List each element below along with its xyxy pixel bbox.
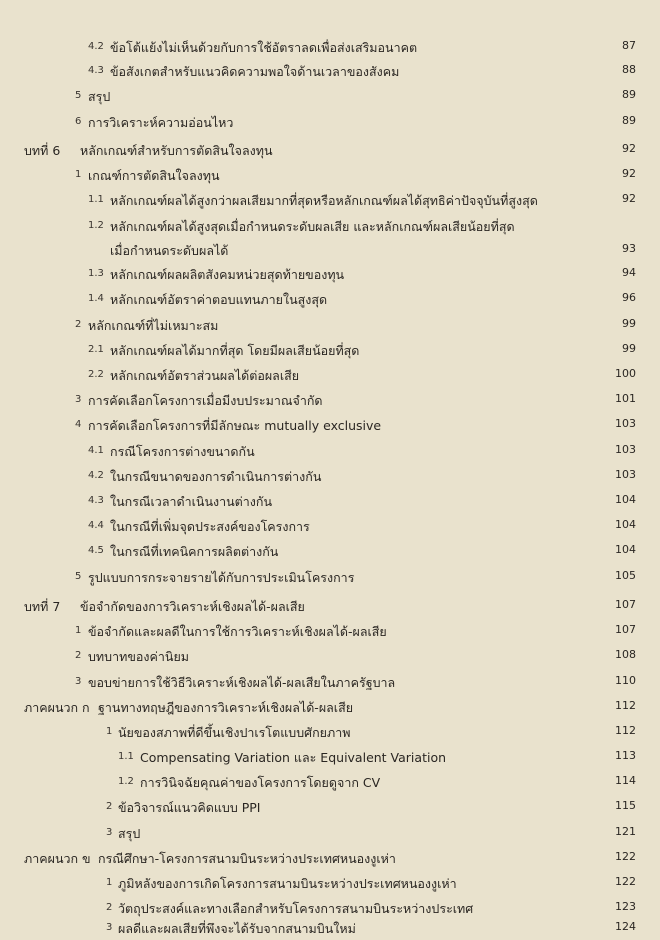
page-number: 112 bbox=[615, 699, 636, 712]
entry-title: การวินิจฉัยคุณค่าของโครงการโดยดูจาก CV bbox=[140, 775, 381, 790]
toc-entry bbox=[0, 670, 660, 694]
section-number: 4 bbox=[75, 419, 82, 430]
entry-title: เกณฑ์การตัดสินใจลงทุน bbox=[88, 168, 220, 183]
page-number: 94 bbox=[622, 266, 636, 279]
entry-title: การคัดเลือกโครงการเมื่อมีงบประมาณจำกัด bbox=[88, 393, 323, 408]
section-number: 1 bbox=[106, 726, 113, 737]
entry-title: หลักเกณฑ์อัตราส่วนผลได้ต่อผลเสีย bbox=[110, 368, 300, 383]
entry-title: ฐานทางทฤษฎีของการวิเคราะห์เชิงผลได้-ผลเสีย bbox=[98, 700, 354, 715]
section-number: 1.4 bbox=[88, 293, 104, 304]
section-number: 1 bbox=[75, 625, 82, 636]
section-number: 1.2 bbox=[88, 220, 104, 231]
section-number: 2 bbox=[75, 650, 82, 661]
section-number: 2 bbox=[106, 801, 113, 812]
entry-title: ข้อโต้แย้งไม่เห็นด้วยกับการใช้อัตราลดเพื่อส่งเสริมอนาคต bbox=[110, 40, 418, 55]
entry-title: ในกรณีเวลาดำเนินงานต่างกัน bbox=[110, 494, 273, 509]
page-number: 115 bbox=[615, 799, 636, 812]
entry-title: วัตถุประสงค์และทางเลือกสำหรับโครงการสนามบินระหว่างประเทศ bbox=[118, 901, 474, 916]
section-number: 4.3 bbox=[88, 495, 104, 506]
section-number: 2.2 bbox=[88, 369, 104, 380]
page-number: 104 bbox=[615, 493, 636, 506]
toc-entry bbox=[0, 770, 660, 794]
toc-entry bbox=[0, 439, 660, 463]
section-number: 5 bbox=[75, 571, 82, 582]
toc-entry bbox=[0, 489, 660, 513]
entry-title: ในกรณีขนาดของการดำเนินการต่างกัน bbox=[110, 469, 322, 484]
toc-entry bbox=[0, 464, 660, 488]
toc-entry bbox=[0, 619, 660, 643]
section-number: 5 bbox=[75, 90, 82, 101]
page-number: 101 bbox=[615, 392, 636, 405]
entry-title: หลักเกณฑ์ผลผลิตสังคมหน่วยสุดท้ายของทุน bbox=[110, 267, 345, 282]
section-number: 1.3 bbox=[88, 268, 104, 279]
chapter-entry bbox=[0, 594, 660, 618]
page-number: 93 bbox=[622, 242, 636, 255]
section-number: 3 bbox=[75, 394, 82, 405]
page-number: 107 bbox=[615, 598, 636, 611]
section-number: 4.4 bbox=[88, 520, 104, 531]
toc-entry bbox=[0, 539, 660, 563]
page-number: 89 bbox=[622, 114, 636, 127]
chapter-label: บทที่ 7 bbox=[24, 599, 61, 614]
toc-entry bbox=[0, 188, 660, 212]
page-number: 121 bbox=[615, 825, 636, 838]
toc-entry bbox=[0, 565, 660, 589]
entry-title: ผลดีและผลเสียที่พึงจะได้รับจากสนามบินใหม่ bbox=[118, 921, 356, 936]
toc-entry bbox=[0, 871, 660, 895]
toc-entry bbox=[0, 59, 660, 83]
toc-entry bbox=[0, 413, 660, 437]
toc-entry bbox=[0, 745, 660, 769]
page-number: 122 bbox=[615, 850, 636, 863]
chapter-label: บทที่ 6 bbox=[24, 143, 61, 158]
toc-entry bbox=[0, 514, 660, 538]
page-number: 96 bbox=[622, 291, 636, 304]
section-number: 1 bbox=[75, 169, 82, 180]
entry-title: หลักเกณฑ์สำหรับการตัดสินใจลงทุน bbox=[80, 143, 273, 158]
entry-title: การวิเคราะห์ความอ่อนไหว bbox=[88, 115, 234, 130]
toc-entry bbox=[0, 338, 660, 362]
section-number: 4.3 bbox=[88, 65, 104, 76]
page-number: 122 bbox=[615, 875, 636, 888]
page-number: 105 bbox=[615, 569, 636, 582]
section-number: 4.2 bbox=[88, 41, 104, 52]
toc-entry bbox=[0, 916, 660, 940]
entry-title: ในกรณีที่เพิ่มจุดประสงค์ของโครงการ bbox=[110, 519, 310, 534]
toc-entry bbox=[0, 313, 660, 337]
page-number: 103 bbox=[615, 443, 636, 456]
entry-title: สรุป bbox=[88, 89, 111, 104]
page-number: 124 bbox=[615, 920, 636, 933]
page-number: 92 bbox=[622, 142, 636, 155]
page-number: 104 bbox=[615, 543, 636, 556]
entry-title: ในกรณีที่เทคนิคการผลิตต่างกัน bbox=[110, 544, 279, 559]
section-number: 1.1 bbox=[118, 751, 134, 762]
section-number: 1.1 bbox=[88, 194, 104, 205]
entry-title: หลักเกณฑ์อัตราค่าตอบแทนภายในสูงสุด bbox=[110, 292, 328, 307]
section-number: 4.1 bbox=[88, 445, 104, 456]
entry-title: รูปแบบการกระจายรายได้กับการประเมินโครงการ bbox=[88, 570, 355, 585]
toc-entry bbox=[0, 84, 660, 108]
entry-title: หลักเกณฑ์ผลได้สูงสุดเมื่อกำหนดระดับผลเสีย และหลักเกณฑ์ผลเสียน้อยที่สุด bbox=[110, 219, 515, 234]
appendix-entry bbox=[0, 695, 660, 719]
toc-entry bbox=[0, 821, 660, 845]
entry-title: ข้อสังเกตสำหรับแนวคิดความพอใจด้านเวลาของสังคม bbox=[110, 64, 400, 79]
appendix-entry bbox=[0, 846, 660, 870]
entry-title: ข้อจำกัดของการวิเคราะห์เชิงผลได้-ผลเสีย bbox=[80, 599, 305, 614]
page-number: 92 bbox=[622, 192, 636, 205]
entry-title: ข้อวิจารณ์แนวคิดแบบ PPI bbox=[118, 800, 261, 815]
entry-title: กรณีศึกษา-โครงการสนามบินระหว่างประเทศหนองงูเห่า bbox=[98, 851, 396, 866]
toc-entry-continuation bbox=[0, 238, 660, 262]
appendix-label: ภาคผนวก ข bbox=[24, 851, 91, 866]
section-number: 3 bbox=[106, 827, 113, 838]
page-number: 87 bbox=[622, 39, 636, 52]
page-number: 89 bbox=[622, 88, 636, 101]
page-number: 100 bbox=[615, 367, 636, 380]
section-number: 2 bbox=[75, 319, 82, 330]
toc-entry bbox=[0, 35, 660, 59]
toc-entry bbox=[0, 363, 660, 387]
section-number: 3 bbox=[106, 922, 113, 933]
entry-title: หลักเกณฑ์ผลได้มากที่สุด โดยมีผลเสียน้อยที่สุด bbox=[110, 343, 360, 358]
page-number: 103 bbox=[615, 417, 636, 430]
page-number: 114 bbox=[615, 774, 636, 787]
appendix-label: ภาคผนวก ก bbox=[24, 700, 90, 715]
page-number: 92 bbox=[622, 167, 636, 180]
section-number: 2 bbox=[106, 902, 113, 913]
section-number: 1 bbox=[106, 877, 113, 888]
page-number: 103 bbox=[615, 468, 636, 481]
page-number: 123 bbox=[615, 900, 636, 913]
entry-title: สรุป bbox=[118, 826, 141, 841]
toc-entry bbox=[0, 287, 660, 311]
toc-entry bbox=[0, 214, 660, 238]
entry-title: หลักเกณฑ์ผลได้สูงกว่าผลเสียมากที่สุดหรือหลักเกณฑ์ผลได้สุทธิค่าปัจจุบันที่สูงสุด bbox=[110, 193, 538, 208]
page-number: 104 bbox=[615, 518, 636, 531]
section-number: 4.5 bbox=[88, 545, 104, 556]
page-number: 99 bbox=[622, 342, 636, 355]
toc-entry bbox=[0, 110, 660, 134]
entry-title: นัยของสภาพที่ดีขึ้นเชิงปาเรโตแบบศักยภาพ bbox=[118, 725, 351, 740]
toc-entry bbox=[0, 163, 660, 187]
entry-title: บทบาทของค่านิยม bbox=[88, 649, 190, 664]
entry-title: ข้อจำกัดและผลดีในการใช้การวิเคราะห์เชิงผลได้-ผลเสีย bbox=[88, 624, 387, 639]
section-number: 6 bbox=[75, 116, 82, 127]
toc-entry bbox=[0, 388, 660, 412]
toc-entry bbox=[0, 795, 660, 819]
entry-title: ภูมิหลังของการเกิดโครงการสนามบินระหว่างประเทศหนองงูเห่า bbox=[118, 876, 457, 891]
entry-title: Compensating Variation และ Equivalent Variation bbox=[140, 750, 447, 765]
page-number: 99 bbox=[622, 317, 636, 330]
section-number: 3 bbox=[75, 676, 82, 687]
entry-title: เมื่อกำหนดระดับผลได้ bbox=[110, 243, 229, 258]
page-number: 88 bbox=[622, 63, 636, 76]
page-number: 112 bbox=[615, 724, 636, 737]
page-number: 107 bbox=[615, 623, 636, 636]
entry-title: กรณีโครงการต่างขนาดกัน bbox=[110, 444, 255, 459]
entry-title: ขอบข่ายการใช้วิธีวิเคราะห์เชิงผลได้-ผลเสียในภาครัฐบาล bbox=[88, 675, 396, 690]
section-number: 4.2 bbox=[88, 470, 104, 481]
toc-entry bbox=[0, 644, 660, 668]
entry-title: การคัดเลือกโครงการที่มีลักษณะ mutually exclusive bbox=[88, 418, 382, 433]
page-number: 110 bbox=[615, 674, 636, 687]
toc-entry bbox=[0, 720, 660, 744]
chapter-entry bbox=[0, 138, 660, 162]
section-number: 1.2 bbox=[118, 776, 134, 787]
page-number: 108 bbox=[615, 648, 636, 661]
entry-title: หลักเกณฑ์ที่ไม่เหมาะสม bbox=[88, 318, 219, 333]
page-number: 113 bbox=[615, 749, 636, 762]
toc-entry bbox=[0, 262, 660, 286]
section-number: 2.1 bbox=[88, 344, 104, 355]
